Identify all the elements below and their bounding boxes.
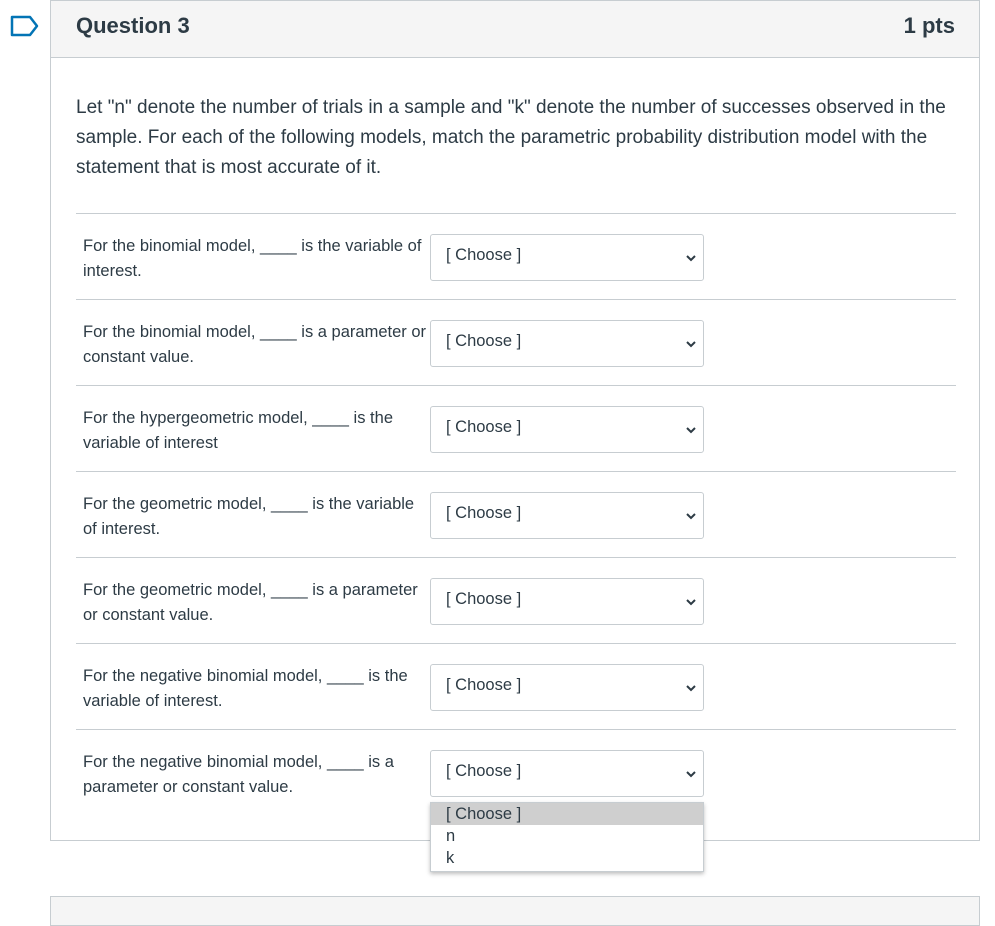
match-row xyxy=(76,213,956,299)
match-statement: For the geometric model, ____ is the variable of interest. xyxy=(83,495,415,538)
match-statement: For the geometric model, ____ is a parameter or constant value. xyxy=(83,581,418,624)
chevron-down-icon xyxy=(685,338,697,350)
matching-list xyxy=(76,213,956,815)
select-value: [ Choose ] xyxy=(446,676,522,694)
select-value: [ Choose ] xyxy=(446,762,522,780)
match-row xyxy=(76,385,956,471)
chevron-down-icon xyxy=(685,682,697,694)
match-row xyxy=(76,557,956,643)
answer-select[interactable] xyxy=(430,320,704,367)
match-statement: For the negative binomial model, ____ is the variable of interest. xyxy=(83,667,408,710)
chevron-down-icon xyxy=(685,596,697,608)
option-choose[interactable]: [ Choose ] xyxy=(431,803,703,825)
answer-select[interactable] xyxy=(430,750,704,797)
question-card xyxy=(50,0,980,841)
next-question-card xyxy=(50,896,980,926)
answer-select[interactable] xyxy=(430,578,704,625)
match-statement: For the negative binomial model, ____ is a parameter or constant value. xyxy=(83,753,394,796)
question-title: Question 3 xyxy=(76,13,190,38)
answer-select[interactable] xyxy=(430,492,704,539)
question-header xyxy=(51,1,979,58)
question-text: Let "n" denote the number of trials in a sample and "k" denote the number of successes observed in the sample. For each of the following models, match the parametric probability distribution model with the statement that is most accurate of it. xyxy=(76,97,946,178)
select-value: [ Choose ] xyxy=(446,332,522,350)
select-options-list xyxy=(430,802,704,872)
option-k[interactable]: k xyxy=(446,849,455,867)
answer-select[interactable] xyxy=(430,406,704,453)
select-value: [ Choose ] xyxy=(446,504,522,522)
select-value: [ Choose ] xyxy=(446,246,522,264)
option-n[interactable]: n xyxy=(446,827,456,845)
match-statement: For the binomial model, ____ is the variable of interest. xyxy=(83,237,422,280)
chevron-down-icon xyxy=(685,424,697,436)
match-statement: For the hypergeometric model, ____ is the variable of interest xyxy=(83,409,393,452)
match-row xyxy=(76,643,956,729)
chevron-down-icon xyxy=(685,252,697,264)
match-row xyxy=(76,471,956,557)
question-points: 1 pts xyxy=(903,13,955,38)
answer-select[interactable] xyxy=(430,234,704,281)
chevron-down-icon xyxy=(685,510,697,522)
select-value: [ Choose ] xyxy=(446,418,522,436)
answer-select[interactable] xyxy=(430,664,704,711)
flag-icon[interactable] xyxy=(10,14,40,38)
match-statement: For the binomial model, ____ is a parameter or constant value. xyxy=(83,323,427,366)
chevron-down-icon xyxy=(685,768,697,780)
select-value: [ Choose ] xyxy=(446,590,522,608)
match-row xyxy=(76,299,956,385)
